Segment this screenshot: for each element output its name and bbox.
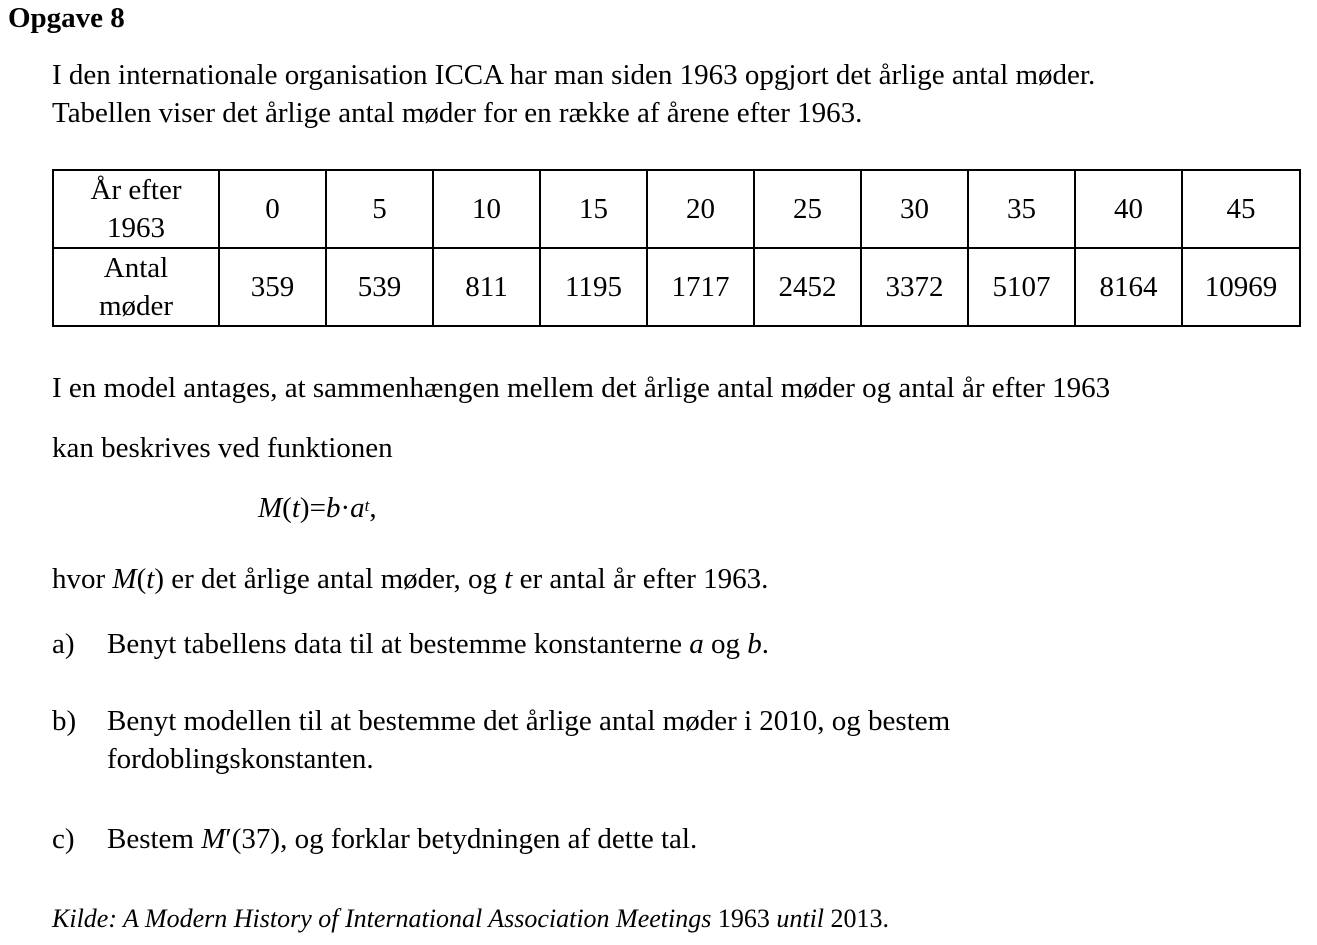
table-cell-meetings: 8164 (1075, 248, 1182, 326)
table-cell-year: 15 (540, 170, 647, 248)
table-cell-year: 45 (1182, 170, 1300, 248)
intro-line-2: Tabellen viser det årlige antal møder for en række af årene efter 1963. (52, 97, 863, 129)
table-cell-meetings: 359 (219, 248, 326, 326)
question-a (52, 625, 1252, 665)
intro-paragraph (52, 56, 1095, 132)
header-meetings-line-2: møder (98, 290, 174, 322)
table-cell-year: 40 (1075, 170, 1182, 248)
table-cell-year: 0 (219, 170, 326, 248)
table-cell-meetings: 811 (433, 248, 540, 326)
source-citation: Kilde: A Modern History of International Association Meetings 1963 until 2013. (52, 904, 890, 933)
question-b (52, 702, 1252, 782)
question-a-label: a) (52, 628, 75, 660)
meetings-table (52, 169, 1301, 327)
question-c (52, 820, 1252, 860)
intro-line-1: I den internationale organisation ICCA har man siden 1963 opgjort det årlige antal møder. (52, 59, 1096, 91)
table-cell-meetings: 1195 (540, 248, 647, 326)
table-cell-meetings: 10969 (1182, 248, 1300, 326)
table-cell-year: 30 (861, 170, 968, 248)
table-cell-meetings: 2452 (754, 248, 861, 326)
model-formula: $M(t)=b\cdot a^t$, (258, 492, 377, 524)
table-row-meetings (53, 248, 1300, 326)
table-cell-meetings: 5107 (968, 248, 1075, 326)
table-cell-year: 35 (968, 170, 1075, 248)
model-line-2: kan beskrives ved funktionen (52, 432, 393, 464)
table-cell-year: 25 (754, 170, 861, 248)
header-years-line-2: 1963 (107, 212, 165, 244)
question-a-text: Benyt tabellens data til at bestemme konstanterne a og b. (107, 628, 769, 660)
table-header-years (53, 170, 219, 248)
table-cell-year: 5 (326, 170, 433, 248)
header-meetings-line-1: Antal (103, 252, 169, 284)
question-b-text: Benyt modellen til at bestemme det årlige antal møder i 2010, og bestem fordoblingskonstanten. (107, 705, 951, 775)
table-cell-year: 20 (647, 170, 754, 248)
table-cell-meetings: 539 (326, 248, 433, 326)
task-title: Opgave 8 (8, 2, 125, 34)
table-cell-meetings: 1717 (647, 248, 754, 326)
question-b-label: b) (52, 705, 77, 737)
model-line-1: I en model antages, at sammenhængen mellem det årlige antal møder og antal år efter 1963 (52, 372, 1111, 404)
header-years-line-1: År efter (90, 174, 182, 206)
table-cell-year: 10 (433, 170, 540, 248)
question-c-text: Bestem M′(37), og forklar betydningen af dette tal. (107, 823, 698, 855)
table-header-meetings (53, 248, 219, 326)
question-c-label: c) (52, 823, 75, 855)
table-row-years (53, 170, 1300, 248)
where-line: hvor M(t) er det årlige antal møder, og t er antal år efter 1963. (52, 563, 769, 595)
table-cell-meetings: 3372 (861, 248, 968, 326)
